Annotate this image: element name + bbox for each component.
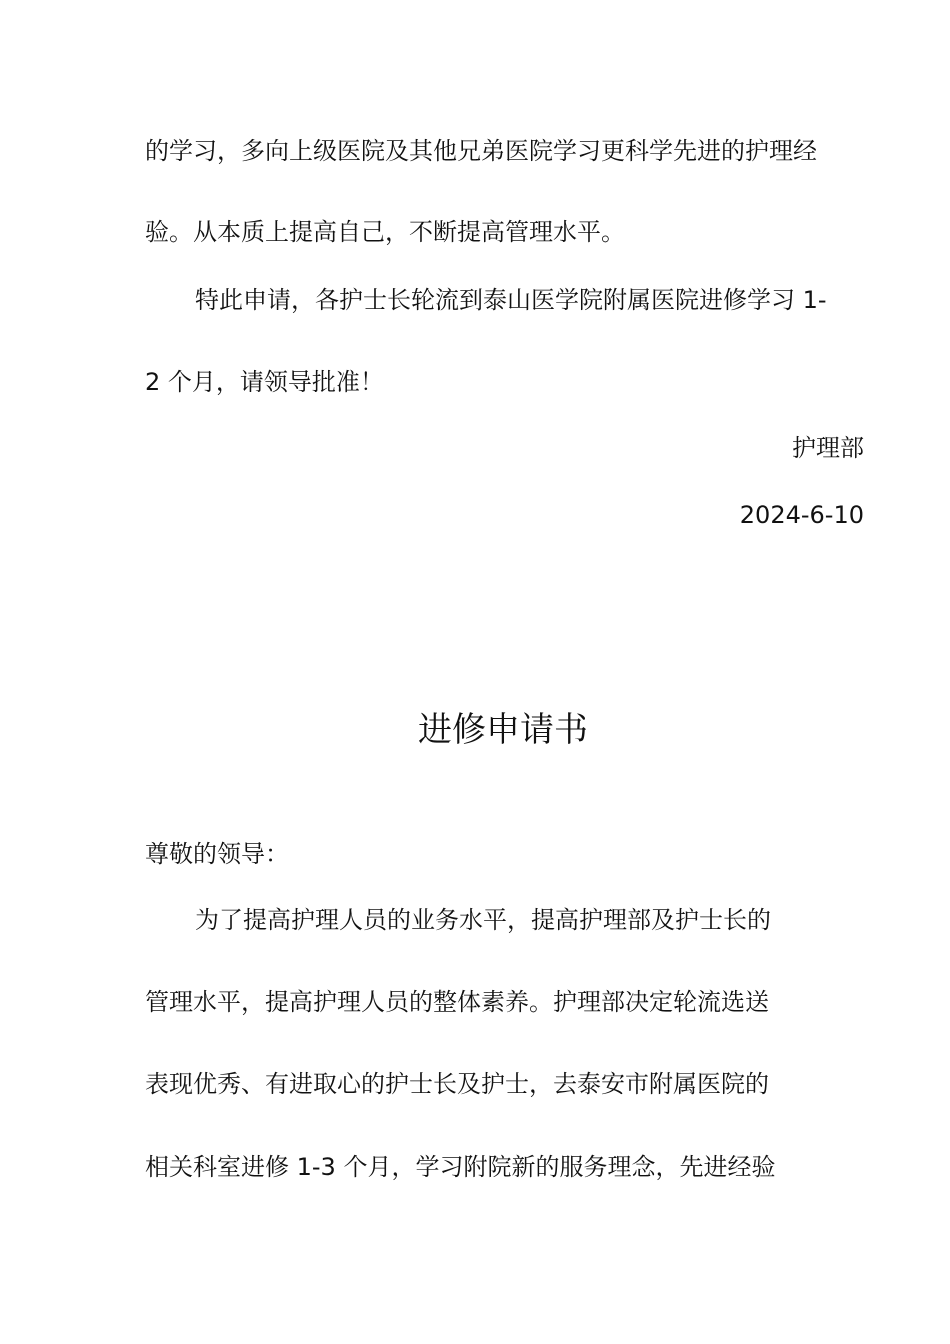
salutation: 尊敬的领导：	[145, 840, 289, 868]
signature: 护理部	[792, 434, 864, 462]
document-title: 进修申请书	[418, 710, 588, 750]
paragraph-line: 表现优秀、有进取心的护士长及护士，去泰安市附属医院的	[145, 1070, 769, 1098]
paragraph-line: 相关科室进修 1-3 个月，学习附院新的服务理念，先进经验	[145, 1153, 776, 1181]
paragraph-line: 特此申请，各护士长轮流到泰山医学院附属医院进修学习 1-	[195, 286, 827, 314]
paragraph-line: 2 个月，请领导批准！	[145, 368, 384, 396]
paragraph-line: 为了提高护理人员的业务水平，提高护理部及护士长的	[195, 906, 771, 934]
paragraph-line: 管理水平，提高护理人员的整体素养。护理部决定轮流选送	[145, 988, 769, 1016]
paragraph-line: 的学习，多向上级医院及其他兄弟医院学习更科学先进的护理经	[145, 137, 817, 165]
paragraph-line: 验。从本质上提高自己，不断提高管理水平。	[145, 218, 625, 246]
date: 2024-6-10	[739, 501, 864, 529]
